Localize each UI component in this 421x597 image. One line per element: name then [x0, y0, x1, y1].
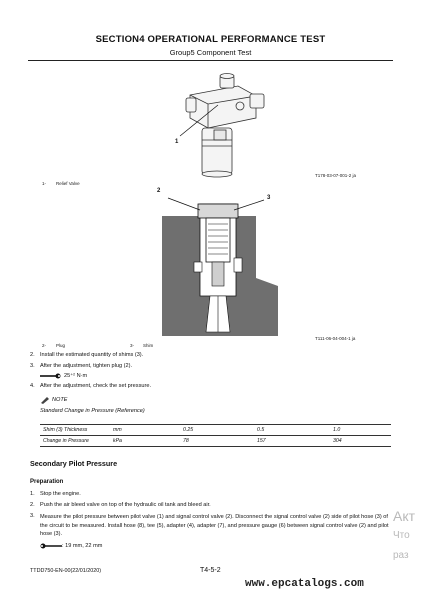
- table-cell: mm: [110, 425, 180, 436]
- prep-step-3-number: 3.: [30, 513, 35, 519]
- legend-2-number: 2-: [42, 343, 47, 348]
- page-number: T4-5-2: [200, 567, 221, 574]
- step-3-number: 3.: [30, 363, 35, 369]
- legend-1-number: 1-: [42, 181, 47, 186]
- preparation-heading: Preparation: [30, 479, 64, 485]
- step-2-number: 2.: [30, 352, 35, 358]
- table-row: [40, 425, 391, 436]
- document-code: TTDD750-EN-00(22/01/2020): [30, 568, 102, 574]
- table-cell: kPa: [110, 436, 180, 447]
- callout-3: 3: [267, 195, 271, 201]
- legend-2-text: Plug: [56, 343, 66, 348]
- relief-valve-illustration: [160, 70, 280, 182]
- legend-1-text: Relief Valve: [56, 181, 80, 186]
- page-subtitle: Group5 Component Test: [169, 48, 252, 57]
- prep-step-3-text: Measure the pilot pressure between pilot valve (1) and signal control valve (2). Disconnect the signal control valve (2) side of pilot hose (3) of the circuit to be measured. Install hose (8), tee (5), adapter (4), adapter (7), and pressure gauge (6) between signal control valve (2) and pilot hose (3).: [40, 514, 389, 538]
- figure2-reference: T111-06-04-004-1 ja: [315, 336, 356, 341]
- valve-cross-section-illustration: [160, 196, 280, 340]
- table-cell: 78: [180, 436, 254, 447]
- header-divider: [28, 60, 393, 61]
- overlay-line-3: раз: [393, 550, 409, 561]
- spanner-icon: [40, 543, 62, 549]
- table-cell: Shim (3) Thickness: [40, 425, 110, 436]
- prep-step-2-number: 2.: [30, 502, 35, 508]
- legend-3-text: Shim: [143, 343, 154, 348]
- step-4-text: After the adjustment, check the set pressure.: [40, 383, 151, 389]
- shim-pressure-table: [40, 424, 391, 447]
- overlay-line-2: Что: [393, 530, 410, 541]
- prep-step-1-number: 1.: [30, 491, 35, 497]
- overlay-line-1: Акт: [393, 508, 416, 524]
- pencil-icon: [40, 397, 50, 404]
- table-cell: 0.5: [254, 425, 330, 436]
- step-3-text: After the adjustment, tighten plug (2).: [40, 363, 133, 369]
- prep-step-1-text: Stop the engine.: [40, 491, 81, 497]
- torque-value: 25⁺² N·m: [64, 373, 88, 379]
- table-cell: 1.0: [330, 425, 391, 436]
- table-cell: 304: [330, 436, 391, 447]
- legend-3-number: 3-: [130, 343, 135, 348]
- callout-2: 2: [157, 188, 161, 194]
- note-text: Standard Change in Pressure (Reference): [40, 408, 145, 414]
- table-cell: Change in Pressure: [40, 436, 110, 447]
- note-label: NOTE: [52, 397, 68, 403]
- page-title: SECTION4 OPERATIONAL PERFORMANCE TEST: [95, 34, 326, 45]
- wrench-sizes: : 19 mm, 22 mm: [62, 543, 103, 549]
- wrench-icon: [40, 373, 62, 379]
- table-cell: 0.25: [180, 425, 254, 436]
- website-link[interactable]: www.epcatalogs.com: [245, 578, 364, 590]
- step-4-number: 4.: [30, 383, 35, 389]
- callout-1: 1: [175, 139, 179, 145]
- figure1-reference: T178-03-07-001-2 ja: [315, 173, 357, 178]
- step-2-text: Install the estimated quantity of shims (3).: [40, 352, 144, 358]
- table-row: [40, 436, 391, 447]
- section-heading: Secondary Pilot Pressure: [30, 459, 118, 468]
- prep-step-2-text: Push the air bleed valve on top of the hydraulic oil tank and bleed air.: [40, 502, 211, 508]
- table-cell: 157: [254, 436, 330, 447]
